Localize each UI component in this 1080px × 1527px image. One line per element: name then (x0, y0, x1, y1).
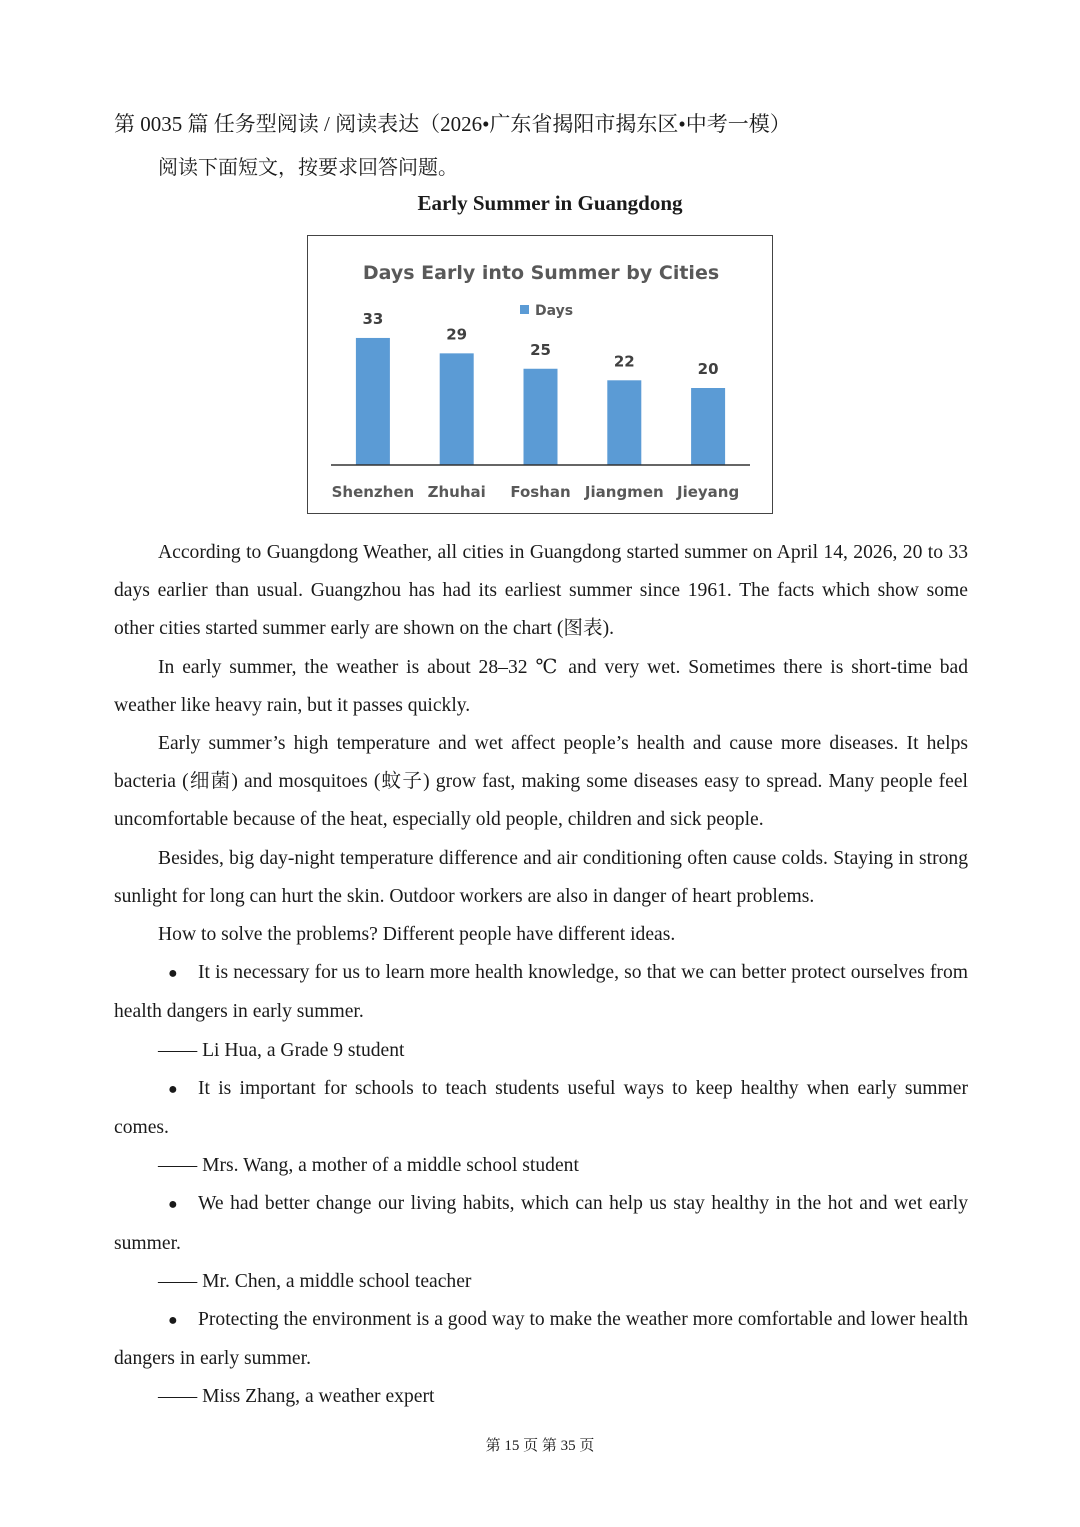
opinion-text: Protecting the environment is a good way to make the weather more comfortable and lower health dangers in early summer. (114, 1309, 968, 1370)
opinion-item (114, 954, 968, 1031)
bar-chart (307, 235, 773, 514)
x-tick-label: Jieyang (676, 483, 740, 501)
opinion-author: —— Miss Zhang, a weather expert (158, 1386, 435, 1408)
opinion-item (114, 1070, 968, 1147)
passage-body (114, 534, 968, 1417)
opinion-item (114, 1301, 968, 1378)
legend-swatch (520, 305, 529, 314)
paragraph: Besides, big day-night temperature difference and air conditioning often cause colds. Staying in strong sunlight for long can hurt the skin. Outdoor workers are also in danger of heart problems. (114, 847, 968, 907)
opinion-text: We had better change our living habits, which can help us stay healthy in the hot and wet early summer. (114, 1193, 968, 1254)
opinion-text: It is important for schools to teach students useful ways to keep healthy when early summer comes. (114, 1077, 968, 1139)
opinion-author: —— Mr. Chen, a middle school teacher (158, 1270, 472, 1292)
bullet-icon: ● (168, 1196, 178, 1214)
opinion-author: —— Mrs. Wang, a mother of a middle school student (158, 1155, 579, 1177)
bar-shenzhen (356, 338, 390, 465)
bullet-icon: ● (168, 1312, 178, 1330)
paragraph: According to Guangdong Weather, all cities in Guangdong started summer on April 14, 2026, 20 to 33 days earlier than usual. Guangzhou has had its earliest summer since 1961. The facts which show some other cities started summer early are shown on the chart (图表). (114, 542, 968, 640)
bar-jiangmen (607, 380, 641, 465)
x-tick-label: Shenzhen (331, 483, 415, 501)
bar-jieyang (691, 388, 725, 465)
data-label: 29 (446, 325, 468, 344)
x-tick-label: Foshan (510, 483, 571, 501)
data-label: 25 (530, 340, 551, 359)
bullet-icon: ● (168, 965, 178, 983)
page-footer: 第 15 页 第 35 页 (485, 1438, 595, 1454)
data-label: 22 (613, 352, 635, 371)
bullet-icon: ● (168, 1080, 178, 1098)
paragraph: Early summer’s high temperature and wet affect people’s health and cause more diseases. It helps bacteria (细菌) and mosquitoes (蚊子) grow fast, making some diseases easy to spread. Many people feel uncomfortable because of the heat, especially old people, children and sick people. (114, 733, 968, 831)
bar-zhuhai (440, 353, 474, 465)
opinion-author: —— Li Hua, a Grade 9 student (158, 1039, 405, 1061)
question-heading: 第 0035 篇 任务型阅读 / 阅读表达（2026•广东省揭阳市揭东区•中考一模） (114, 112, 791, 136)
paragraph: In early summer, the weather is about 28–32 ℃ and very wet. Sometimes there is short-time bad weather like heavy rain, but it passes quickly. (114, 656, 968, 716)
instruction-text: 阅读下面短文，按要求回答问题。 (158, 157, 458, 179)
x-tick-label: Jiangmen (584, 483, 664, 501)
opinion-text: It is necessary for us to learn more health knowledge, so that we can better protect ourselves from health dangers in early summer. (114, 962, 968, 1023)
chart-canvas (308, 236, 774, 515)
data-label: 20 (697, 360, 719, 378)
passage-title: Early Summer in Guangdong (417, 191, 683, 215)
bar-foshan (524, 369, 558, 465)
opinion-item (114, 1185, 968, 1262)
chart-title: Days Early into Summer by Cities (362, 262, 720, 284)
chart-bars (332, 310, 740, 501)
x-tick-label: Zhuhai (427, 483, 486, 501)
paragraph: How to solve the problems? Different people have different ideas. (158, 924, 676, 946)
data-label: 33 (362, 309, 384, 328)
legend-label: Days (535, 303, 574, 319)
